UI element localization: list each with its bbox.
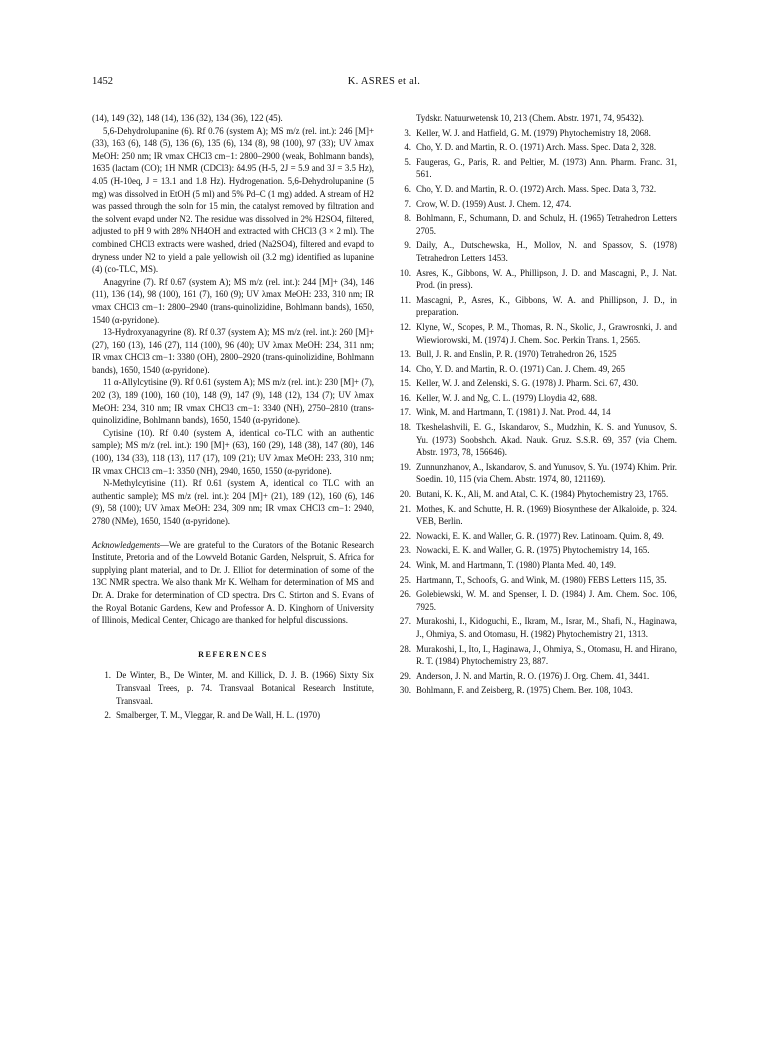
reference-number: 6. — [404, 183, 411, 194]
references-heading: REFERENCES — [198, 649, 268, 659]
reference-text: Cho, Y. D. and Martin, R. O. (1972) Arch. Mass. Spec. Data 3, 732. — [416, 183, 657, 194]
reference-item — [392, 670, 677, 683]
reference-number: 24. — [399, 560, 411, 570]
reference-number: 26. — [399, 589, 411, 600]
reference-number: 28. — [399, 643, 411, 654]
reference-number: 2. — [104, 710, 111, 721]
paragraph-allylcytisine: 11 α-Allylcytisine (9). Rf 0.61 (system A); MS m/z (rel. int.): 230 [M]+ (7), 202 (3), 189 (100), 160 (10), 148 (9), 147 (9), 148 (12), 134 (7); UV λmax MeOH: 234, 310 nm; IR νmax CHCl3 cm−1: 3340 (NH), 2750–2810 (trans-quinolizidine, Bohlmann bands), 1650, 1540 (α-pyridone). — [92, 377, 374, 426]
reference-number: 1. — [104, 670, 111, 681]
reference-item — [392, 615, 677, 640]
reference-continued: Tydskr. Natuurwetensk 10, 213 (Chem. Abstr. 1971, 74, 95432). — [416, 113, 644, 123]
reference-item — [392, 267, 677, 292]
reference-number: 13. — [399, 349, 411, 360]
reference-list-left — [92, 669, 374, 721]
reference-text: Nowacki, E. K. and Waller, G. R. (1977) Rev. Latinoam. Quim. 8, 49. — [416, 530, 664, 541]
reference-text: Faugeras, G., Paris, R. and Peltier, M. (1973) Ann. Pharm. Franc. 31, 561. — [416, 156, 677, 180]
running-head: K. ASRES et al. — [347, 76, 421, 87]
reference-number: 17. — [399, 407, 411, 418]
reference-item — [392, 392, 677, 405]
reference-text: De Winter, B., De Winter, M. and Killick, D. J. B. (1966) Sixty Six Transvaal Trees, p. 74. Transvaal Botanical Research Institute, Transvaal. — [116, 670, 374, 706]
reference-number: 27. — [399, 616, 411, 627]
paragraph-dehydrolupanine: 5,6-Dehydrolupanine (6). Rf 0.76 (system A); MS m/z (rel. int.): 246 [M]+ (33), 163 (6), 148 (5), 136 (6), 135 (6), 134 (8), 98 (100), 97 (33); UV λmax MeOH: 250 nm; IR νmax CHCl3 cm−1: 2800–2900 (weak, Bohlmann bands), 1635 (lactam (CO); 1H NMR (CDCl3): δ4.95 (H-5, 2J = 5.9 and 3J = 3.5 Hz), 4.05 (H-10eq, J = 13.1 and 1.8 Hz). Hydrogenation. 5,6-Dehydrolupanine (5 mg) was dissolved in EtOH (5 ml) and 5% Pd–C (1 mg) added. A stream of H2 was passed through the soln for 15 min, the catalyst removed by filtration and the solvent evapd under N2. The residue was dissolved in 2% H2SO4, filtered, adjusted to pH 9 with 28% NH4OH and extracted with CHCl3 (3 × 2 ml). The combined CHCl3 extracts were washed, dried (Na2SO4), filtered and evapd to dryness under N2 to yield a pale yellowish oil (3.2 mg) identified as lupanine (4) (co-TLC, MS). — [92, 125, 374, 275]
reference-text: Butani, K. K., Ali, M. and Atal, C. K. (1984) Phytochemistry 23, 1765. — [416, 489, 669, 500]
reference-number: 30. — [399, 685, 411, 696]
reference-text: Cho, Y. D. and Martin, R. O. (1971) Arch. Mass. Spec. Data 2, 328. — [416, 142, 657, 153]
reference-text: Zunnunzhanov, A., Iskandarov, S. and Yunusov, S. Yu. (1974) Khim. Prir. Soedin. 10, 115 (via Chem. Abstr. 1974, 80, 121169). — [416, 461, 677, 485]
reference-number: 19. — [399, 461, 411, 472]
reference-item — [392, 488, 677, 501]
reference-item — [392, 198, 677, 211]
reference-number: 4. — [404, 142, 411, 153]
reference-text: Murakoshi, I., Kidoguchi, E., Ikram, M., Israr, M., Shafi, N., Haginawa, J., Ohmiya, S. and Otomasu, H. (1982) Phytochemistry 21, 1313. — [416, 616, 677, 639]
reference-text: Keller, W. J. and Hatfield, G. M. (1979) Phytochemistry 18, 2068. — [416, 127, 651, 138]
reference-text: Crow, W. D. (1959) Aust. J. Chem. 12, 474. — [416, 198, 572, 209]
reference-number: 15. — [399, 378, 411, 389]
acknowledgements-label: Acknowledgements — [92, 539, 161, 550]
paragraph-hydroxyanagyrine: 13-Hydroxyanagyrine (8). Rf 0.37 (system A); MS m/z (rel. int.): 260 [M]+ (27), 160 (13), 146 (27), 114 (100), 96 (40); UV λmax MeOH: 234, 311 nm; IR νmax CHCl3 cm−1: 3380 (OH), 2800–2920 (trans-quinolizidine, Bohlmann bands), 1650, 1540 (α-pyridone). — [92, 327, 374, 375]
reference-number: 8. — [404, 213, 411, 224]
reference-item — [392, 544, 677, 557]
reference-item — [392, 588, 677, 613]
page-number: 1452 — [92, 76, 113, 87]
reference-number: 9. — [404, 240, 411, 251]
reference-text: Murakoshi, I., Ito, I., Haginawa, J., Ohmiya, S., Otomasu, H. and Hirano, R. T. (1984) Phytochemistry 23, 887. — [416, 643, 677, 667]
reference-number: 14. — [399, 363, 411, 374]
reference-item — [392, 421, 677, 459]
reference-item — [392, 503, 677, 528]
reference-text: Nowacki, E. K. and Waller, G. R. (1975) Phytochemistry 14, 165. — [416, 545, 650, 556]
reference-number: 21. — [399, 503, 411, 514]
reference-text: Mascagni, P., Asres, K., Gibbons, W. A. and Phillipson, J. D., in preparation. — [416, 294, 677, 318]
reference-item — [392, 643, 677, 668]
reference-number: 23. — [399, 545, 411, 556]
reference-item — [392, 461, 677, 486]
left-column — [92, 112, 374, 724]
reference-number: 12. — [399, 321, 411, 332]
reference-number: 5. — [404, 156, 411, 167]
reference-text: Hartmann, T., Schoofs, G. and Wink, M. (1980) FEBS Letters 115, 35. — [416, 574, 667, 585]
reference-number: 7. — [404, 198, 411, 209]
reference-text: Anderson, J. N. and Martin, R. O. (1976) J. Org. Chem. 41, 3441. — [416, 670, 650, 681]
reference-text: Tkeshelashvili, E. G., Iskandarov, S., Mudzhin, K. S. and Yunusov, S. Yu. (1973) Soobshch. Akad. Nauk. Gruz. S.S.R. 69, 357 (via Chem. Abstr. 1973, 78, 156646). — [416, 422, 677, 458]
acknowledgements — [92, 539, 374, 627]
reference-number: 18. — [399, 422, 411, 433]
reference-list-right — [392, 127, 677, 697]
reference-item — [392, 377, 677, 390]
reference-text: Wink, M. and Hartmann, T. (1980) Planta Med. 40, 149. — [416, 560, 616, 570]
reference-text: Keller, W. J. and Zelenski, S. G. (1978) J. Pharm. Sci. 67, 430. — [416, 378, 639, 389]
reference-number: 16. — [399, 392, 411, 403]
reference-item — [392, 559, 677, 572]
reference-item — [392, 363, 677, 376]
reference-text: Asres, K., Gibbons, W. A., Phillipson, J. D. and Mascagni, P., J. Nat. Prod. (in press). — [416, 267, 677, 291]
acknowledgements-text: —We are grateful to the Curators of the Botanic Research Institute, Pretoria and of the Lowveld Botanic Garden, Nelspruit, S. Africa for supplying plant material, and to Dr. J. Elliot for determination of some of the 13C NMR spectra. We also thank Mr K. Welham for determination of MS and Dr. A. Drake for determination of CD spectra. Drs C. Stirton and S. Evans of the Royal Botanic Gardens, Kew and Professor A. D. Kinghorn of University of Illinois, Medical Center, Chicago are thanked for helpful discussions. — [92, 539, 374, 626]
reference-number: 25. — [399, 574, 411, 585]
reference-number: 22. — [399, 530, 411, 541]
reference-item — [392, 141, 677, 154]
reference-item — [392, 294, 677, 319]
paragraph-methylcytisine: N-Methylcytisine (11). Rf 0.61 (system A, identical co TLC with an authentic sample); MS m/z (rel. int.): 204 [M]+ (21), 189 (12), 160 (6), 146 (9), 58 (100); UV λmax MeOH: 234, 309 nm; IR νmax CHCl3 cm−1: 2940, 2780 (NMe), 1650, 1540 (α-pyridone). — [92, 478, 374, 526]
reference-item — [392, 183, 677, 196]
reference-text: Wink, M. and Hartmann, T. (1981) J. Nat. Prod. 44, 14 — [416, 407, 611, 418]
reference-text: Cho, Y. D. and Martin, R. O. (1971) Can. J. Chem. 49, 265 — [416, 363, 626, 374]
paragraph-cytisine: Cytisine (10). Rf 0.40 (system A, identical co-TLC with an authentic sample); MS m/z (rel. int.): 190 [M]+ (63), 160 (29), 148 (38), 147 (80), 146 (100), 134 (33), 118 (13), 117 (17), 109 (21); UV λmax MeOH: 233, 310 nm; IR νmax CHCl3 cm−1: 3350 (NH), 2940, 1650, 1550 (α-pyridone). — [92, 427, 374, 476]
reference-item — [392, 684, 677, 697]
reference-text: Bohlmann, F. and Zeisberg, R. (1975) Chem. Ber. 108, 1043. — [416, 685, 633, 696]
reference-text: Smalberger, T. M., Vleggar, R. and De Wall, H. L. (1970) — [116, 710, 321, 721]
reference-text: Klyne, W., Scopes, P. M., Thomas, R. N., Skolic, J., Grawrosnki, J. and Wiewiorowski, M. (1974) J. Chem. Soc. Perkin Trans. 1, 2565. — [416, 321, 677, 345]
reference-text: Keller, W. J. and Ng, C. L. (1979) Lloydia 42, 688. — [416, 392, 598, 403]
reference-text: Mothes, K. and Schutte, H. R. (1969) Biosynthese der Alkaloide, p. 324. VEB, Berlin. — [416, 503, 677, 527]
reference-item — [392, 348, 677, 361]
reference-item — [392, 156, 677, 181]
reference-item — [392, 530, 677, 543]
right-column — [392, 112, 677, 699]
paragraph-continued: (14), 149 (32), 148 (14), 136 (32), 134 (36), 122 (45). — [92, 113, 283, 123]
reference-item — [92, 669, 374, 707]
reference-item — [392, 321, 677, 346]
reference-text: Golebiewski, W. M. and Spenser, I. D. (1984) J. Am. Chem. Soc. 106, 7925. — [416, 589, 677, 612]
reference-item — [392, 239, 677, 264]
reference-item — [392, 574, 677, 587]
reference-number: 3. — [404, 127, 411, 138]
reference-number: 29. — [399, 670, 411, 681]
reference-number: 20. — [399, 489, 411, 500]
reference-text: Bull, J. R. and Enslin, P. R. (1970) Tetrahedron 26, 1525 — [416, 349, 617, 360]
reference-number: 10. — [399, 267, 411, 278]
reference-text: Daily, A., Dutschewska, H., Mollov, N. and Spassov, S. (1978) Tetrahedron Letters 1453. — [416, 240, 677, 263]
reference-item — [92, 709, 374, 722]
page-header — [92, 76, 676, 92]
paragraph-anagyrine: Anagyrine (7). Rf 0.67 (system A); MS m/z (rel. int.): 244 [M]+ (34), 146 (11), 136 (14), 98 (100), 161 (7), 160 (9); UV λmax MeOH: 233, 310 nm; IR νmax CHCl3 cm−1: 2800–2940 (trans-quinolizidine, Bohlmann bands), 1650, 1540 (α-pyridone). — [92, 276, 374, 325]
reference-item — [392, 127, 677, 140]
reference-item — [392, 406, 677, 419]
reference-number: 11. — [400, 294, 411, 305]
reference-item — [392, 212, 677, 237]
reference-text: Bohlmann, F., Schumann, D. and Schulz, H. (1965) Tetrahedron Letters 2705. — [416, 213, 677, 236]
